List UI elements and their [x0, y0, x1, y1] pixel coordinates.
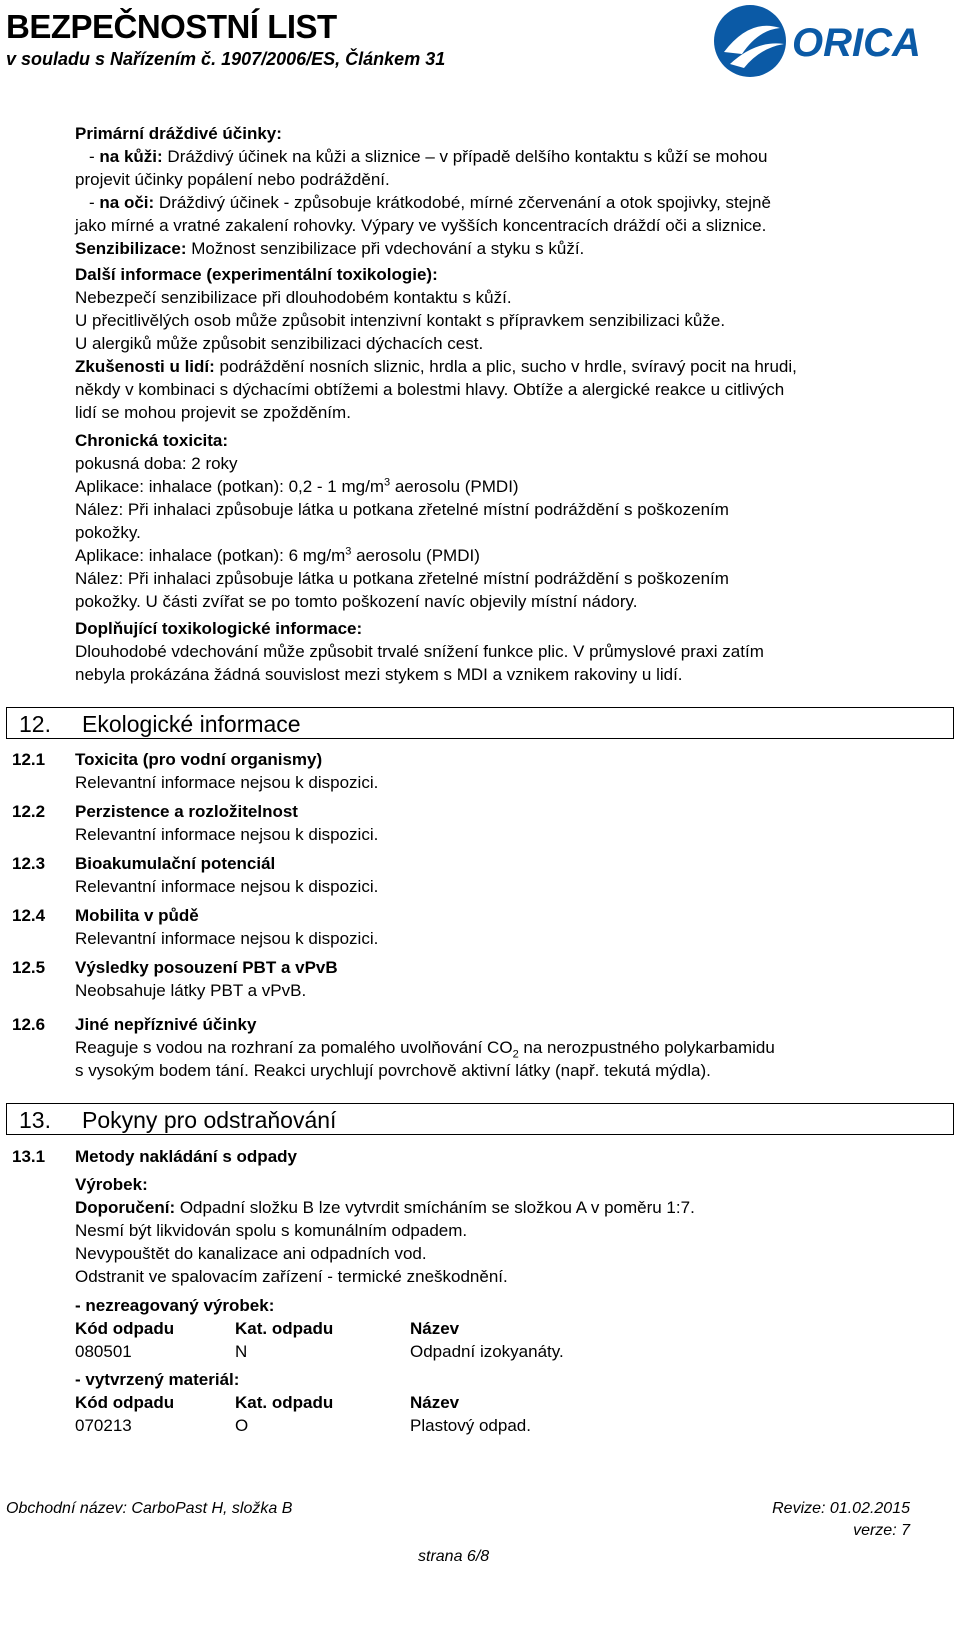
further-info-2: U přecitlivělých osob může způsobit intenzivní kontakt s přípravkem senzibilizaci kůže.: [75, 311, 726, 330]
chronic-finding-1: Nález: Při inhalaci způsobuje látka u potkana zřetelné místní podráždění s poškozením: [75, 500, 729, 519]
skin-line-2: projevit účinky popálení nebo podráždění.: [75, 170, 390, 189]
disposal-line-3: Nevypouštět do kanalizace ani odpadních vod.: [75, 1244, 427, 1263]
subsection-12-3-title: Bioakumulační potenciál: [75, 854, 276, 873]
subsection-12-4-text: Relevantní informace nejsou k dispozici.: [75, 929, 379, 948]
subsection-12-1-num: 12.1: [12, 750, 46, 769]
section-13-header: [6, 1103, 954, 1135]
table-cell-code: 080501: [75, 1342, 132, 1361]
subsection-12-1-title: Toxicita (pro vodní organismy): [75, 750, 323, 769]
table-cell-category: O: [235, 1416, 249, 1435]
table-header-code: Kód odpadu: [75, 1393, 175, 1412]
table-cell-name: Odpadní izokyanáty.: [410, 1342, 564, 1361]
chronic-finding-2b: pokožky. U části zvířat se po tomto poškození navíc objevily místní nádory.: [75, 592, 638, 611]
primary-heading: Primární dráždivé účinky:: [75, 124, 282, 143]
table-header-name: Název: [410, 1393, 460, 1412]
sensitization-line: Senzibilizace: Možnost senzibilizace při vdechování a styku s kůží.: [75, 239, 585, 258]
section-title: Ekologické informace: [82, 711, 301, 737]
eye-line-2: jako mírné a vratné zakalení rohovky. Výpary ve vyšších koncentracích dráždí oči a sliznice.: [75, 216, 767, 235]
subsection-12-6-text: Reaguje s vodou na rozhraní za pomalého uvolňování $CO_2$ na nerozpustného polykarbamidu: [75, 1038, 775, 1061]
subsection-12-5-num: 12.5: [12, 958, 46, 977]
footer-page-number: strana 6/8: [418, 1548, 490, 1565]
document-subtitle: v souladu s Nařízením č. 1907/2006/ES, Článkem 31: [6, 49, 446, 69]
chronic-application-2: Aplikace: inhalace (potkan): 6 $mg/m^3$ aerosolu (PMDI): [75, 545, 480, 565]
orica-logo-mark: [714, 5, 786, 77]
subsection-13-1-num: 13.1: [12, 1147, 46, 1166]
subsection-12-6-text-2: s vysokým bodem tání. Reakci urychlují povrchově aktivní látky (např. tekutá mýdla).: [75, 1061, 711, 1080]
subsection-12-4-num: 12.4: [12, 906, 46, 925]
supplementary-1: Dlouhodobé vdechování může způsobit trvalé snížení funkce plic. V průmyslové praxi zatím: [75, 642, 764, 661]
section-title: Pokyny pro odstraňování: [82, 1107, 337, 1133]
disposal-line-2: Nesmí být likvidován spolu s komunálním odpadem.: [75, 1221, 468, 1240]
document-title: BEZPEČNOSTNÍ LIST: [6, 8, 337, 45]
chronic-duration: pokusná doba: 2 roky: [75, 454, 238, 473]
recommendation: Doporučení: Odpadní složku B lze vytvrdit smícháním se složkou A v poměru 1:7.: [75, 1198, 695, 1217]
table-cell-category: N: [235, 1342, 248, 1361]
subsection-12-3-text: Relevantní informace nejsou k dispozici.: [75, 877, 379, 896]
unreacted-heading: - nezreagovaný výrobek:: [75, 1296, 275, 1315]
chronic-finding-2: Nález: Při inhalaci způsobuje látka u potkana zřetelné místní podráždění s poškozením: [75, 569, 729, 588]
section-number: 13.: [19, 1107, 51, 1133]
table-cell-name: Plastový odpad.: [410, 1416, 531, 1435]
human-experience-2: někdy v kombinaci s dýchacími obtížemi a bolestmi hlavy. Obtíže a alergické reakce u citlivých: [75, 380, 785, 399]
section-12-header: [6, 707, 954, 739]
section-number: 12.: [19, 711, 51, 737]
human-experience-3: lidí se mohou projevit se zpožděním.: [75, 403, 351, 422]
footer-version: verze: 7: [853, 1522, 910, 1539]
subsection-12-6-title: Jiné nepříznivé účinky: [75, 1015, 257, 1034]
subsection-12-2-text: Relevantní informace nejsou k dispozici.: [75, 825, 379, 844]
subsection-12-5-title: Výsledky posouzení PBT a vPvB: [75, 958, 338, 977]
table-header-category: Kat. odpadu: [235, 1319, 334, 1338]
chronic-application-1: Aplikace: inhalace (potkan): 0,2 - 1 $mg/m^3$ aerosolu (PMDI): [75, 476, 519, 496]
subsection-12-5-text: Neobsahuje látky PBT a vPvB.: [75, 981, 307, 1000]
subsection-12-2-title: Perzistence a rozložitelnost: [75, 802, 298, 821]
human-experience: Zkušenosti u lidí: podráždění nosních sliznic, hrdla a plic, sucho v hrdle, svíravý pocit na hrudi,: [75, 357, 797, 376]
supplementary-2: nebyla prokázána žádná souvislost mezi stykem s MDI a vznikem rakoviny u lidí.: [75, 665, 683, 684]
cured-heading: - vytvrzený materiál:: [75, 1370, 240, 1389]
footer-revision: Revize: 01.02.2015: [772, 1500, 910, 1517]
eye-line: - na oči: Dráždivý účinek - způsobuje krátkodobé, mírné zčervenání a otok spojivky, stejně: [89, 193, 771, 212]
further-info-1: Nebezpečí senzibilizace při dlouhodobém kontaktu s kůží.: [75, 288, 512, 307]
chronic-heading: Chronická toxicita:: [75, 431, 229, 450]
table-header-code: Kód odpadu: [75, 1319, 175, 1338]
chronic-finding-1b: pokožky.: [75, 523, 141, 542]
further-info-3: U alergiků může způsobit senzibilizaci dýchacích cest.: [75, 334, 484, 353]
table-cell-code: 070213: [75, 1416, 132, 1435]
disposal-line-4: Odstranit ve spalovacím zařízení - termické zneškodnění.: [75, 1267, 508, 1286]
skin-line: - na kůži: Dráždivý účinek na kůži a sliznice – v případě delšího kontaktu s kůží se mohou: [89, 147, 768, 166]
subsection-12-1-text: Relevantní informace nejsou k dispozici.: [75, 773, 379, 792]
subsection-12-4-title: Mobilita v půdě: [75, 906, 199, 925]
orica-logo: [710, 0, 960, 82]
table-header-category: Kat. odpadu: [235, 1393, 334, 1412]
footer-trade-name: Obchodní název: CarboPast H, složka B: [6, 1500, 293, 1517]
subsection-12-3-num: 12.3: [12, 854, 46, 873]
product-heading: Výrobek:: [75, 1175, 148, 1194]
logo-text: ORICA: [792, 21, 921, 65]
further-info-heading: Další informace (experimentální toxikologie):: [75, 265, 438, 284]
subsection-12-2-num: 12.2: [12, 802, 46, 821]
supplementary-heading: Doplňující toxikologické informace:: [75, 619, 363, 638]
subsection-13-1-title: Metody nakládání s odpady: [75, 1147, 297, 1166]
subsection-12-6-num: 12.6: [12, 1015, 46, 1034]
table-header-name: Název: [410, 1319, 460, 1338]
